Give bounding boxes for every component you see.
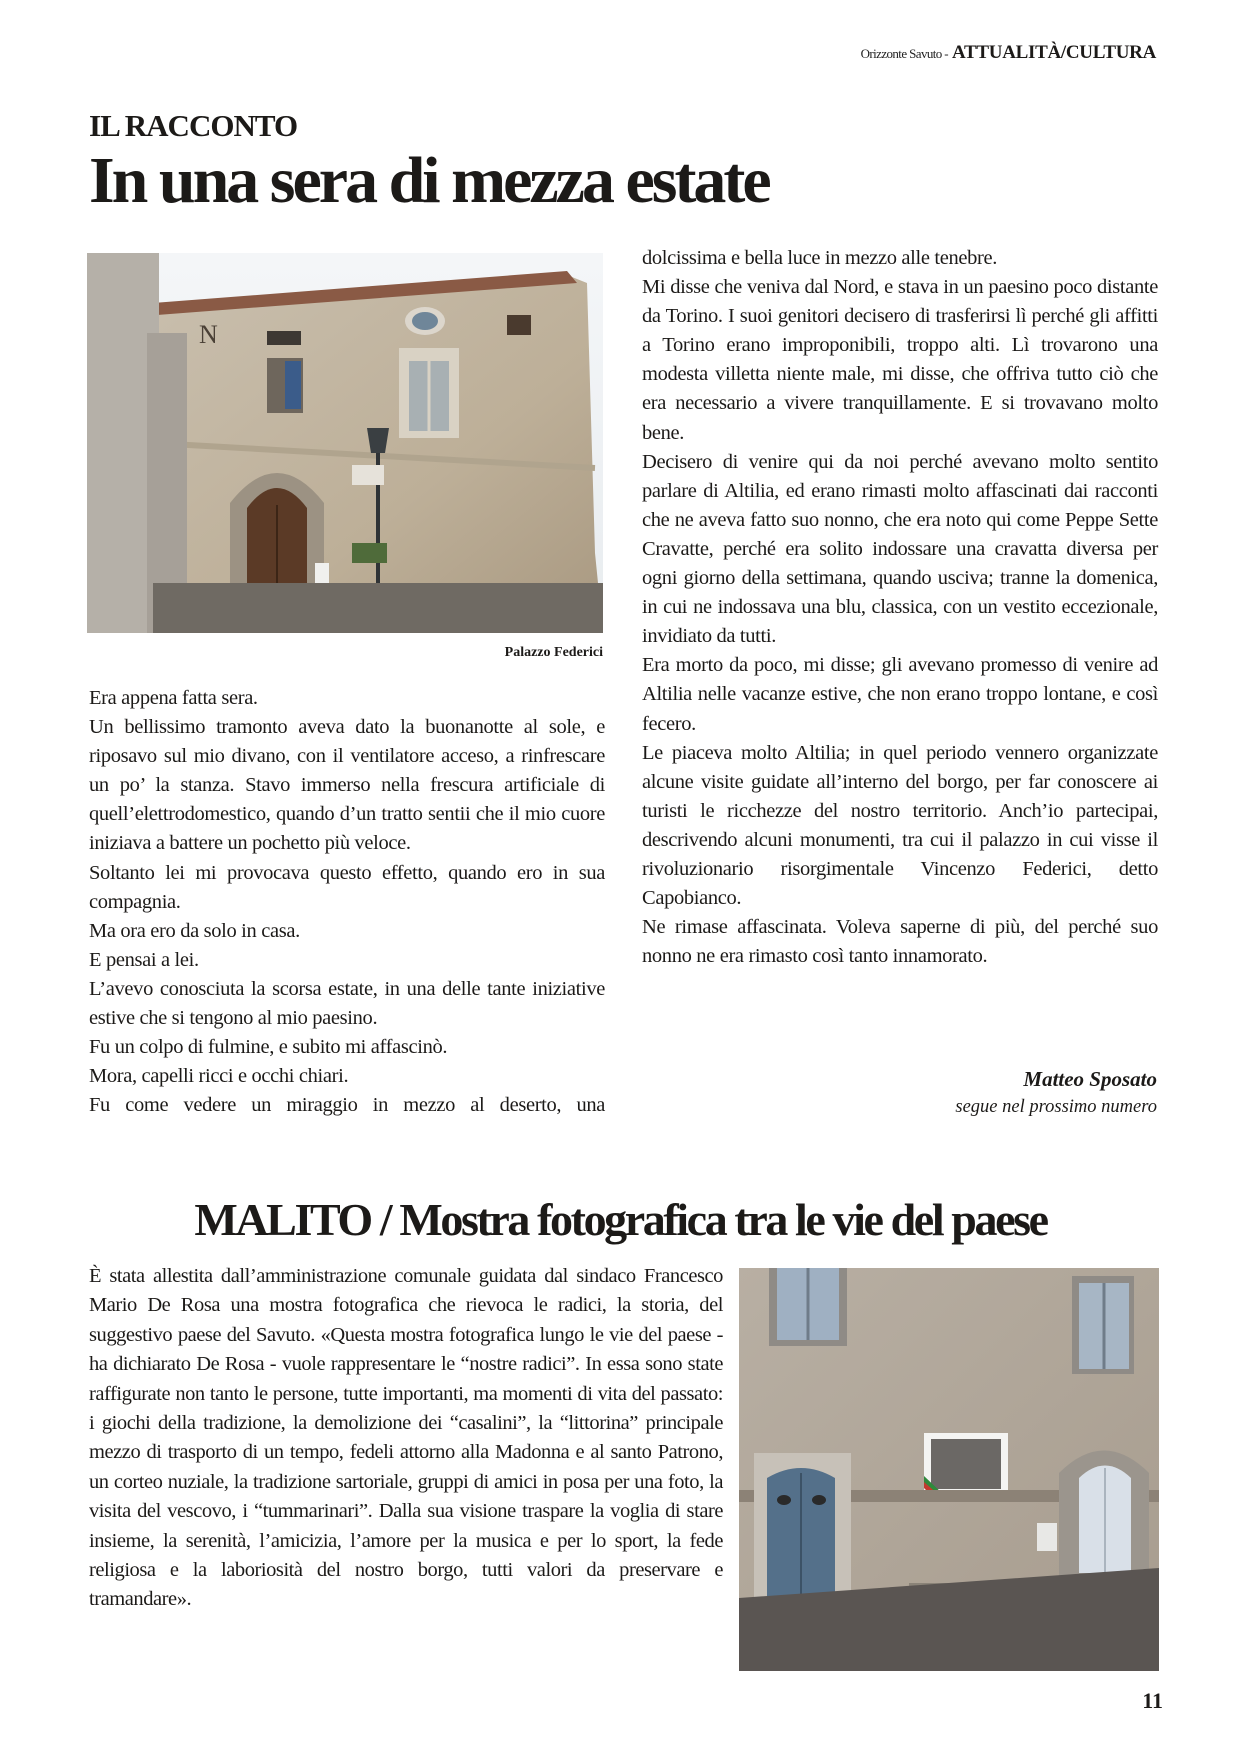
paragraph: Era morto da poco, mi disse; gli avevano promesso di venire ad Altilia nelle vacanze estive, che non erano troppo lontane, e così fecero. — [642, 654, 1158, 735]
paragraph: Un bellissimo tramonto aveva dato la buonanotte al sole, e riposavo sul mio divano, con il ventilatore acceso, a rinfrescare un po’ la stanza. Stavo immerso nella frescura artificiale di quell’elettrodomestico, quando d’un tratto sentii che il mio cuore iniziava a battere un pochetto più veloce. — [89, 716, 605, 855]
article2-body — [89, 1262, 723, 1615]
paragraph: Fu come vedere un miraggio in mezzo al deserto, una — [89, 1094, 605, 1117]
article-kicker: IL RACCONTO — [89, 108, 298, 143]
paragraph: Ma ora ero da solo in casa. — [89, 919, 300, 942]
svg-text:N: N — [199, 320, 218, 349]
paragraph: Soltanto lei mi provocava questo effetto, quando ero in sua compagnia. — [89, 861, 605, 913]
author-name: Matteo Sposato — [1023, 1067, 1157, 1091]
paragraph: Ne rimase affascinata. Voleva saperne di più, del perché suo nonno ne era rimasto così tanto innamorato. — [642, 916, 1158, 968]
article2-title: MALITO / Mostra fotografica tra le vie del paese — [194, 1194, 1047, 1245]
article-column-2 — [642, 244, 1158, 971]
paragraph: Fu un colpo di fulmine, e subito mi affascinò. — [89, 1036, 448, 1059]
section-name: ATTUALITÀ/CULTURA — [952, 42, 1156, 63]
paragraph: È stata allestita dall’amministrazione comunale guidata dal sindaco Francesco Mario De Rosa una mostra fotografica che rievoca le radici, la storia, del suggestivo paese del Savuto. «Questa mostra fotografica lungo le vie del paese - ha dichiarato De Rosa - vuole rappresentare le “nostre radici”. In essa sono state raffigurate non tanto le persone, tutte importanti, ma momenti di vita del passato: i giochi della tradizione, la demolizione dei “casalini”, la “littorina” principale mezzo di trasporto di un tempo, fedeli attorno alla Madonna e al santo Patrono, un corteo nuziale, la tradizione sartoriale, gruppi di amici in posa per una foto, la visita del vescovo, i “tummarinari”. Dalla sua visione traspare la voglia di stare insieme, la serenità, l’amicizia, l’amore per la musica e per lo sport, la fede religiosa e la laboriosità del nostro borgo, tutti valori da preservare e tramandare». — [89, 1265, 723, 1611]
paragraph: Le piaceva molto Altilia; in quel periodo vennero organizzate alcune visite guidate all’interno del borgo, per far conoscere ai turisti le ricchezze del nostro territorio. Anch’io partecipai, descrivendo alcuni monumenti, tra cui il palazzo in cui visse il rivoluzionario risorgimentale Vincenzo Federici, detto Capobianco. — [642, 741, 1158, 910]
continuation-note: segue nel prossimo numero — [955, 1097, 1157, 1117]
palazzo-federici-photo — [87, 253, 603, 633]
publication-name: Orizzonte Savuto - — [860, 46, 949, 61]
running-head — [861, 42, 1156, 64]
street-exhibition-photo — [739, 1268, 1159, 1671]
page-number: 11 — [1142, 1688, 1163, 1713]
paragraph: E pensai a lei. — [89, 948, 199, 971]
paragraph: Decisero di venire qui da noi perché avevano molto sentito parlare di Altilia, ed erano rimasti molto affascinati dai racconti che ne aveva fatto suo nonno, che era noto qui come Peppe Sette Cravatte, perché era solito indossare una cravatta diversa per ogni giorno della settimana, quando usciva; tranne la domenica, in cui ne indossava una blu, classica, con un vestito eccezionale, invidiato da tutti. — [642, 450, 1158, 648]
byline — [955, 1064, 1157, 1120]
paragraph: Era appena fatta sera. — [89, 687, 258, 709]
paragraph: L’avevo conosciuta la scorsa estate, in una delle tante iniziative estive che si tengono al mio paesino. — [89, 977, 605, 1030]
photo-caption: Palazzo Federici — [504, 645, 603, 660]
paragraph: Mora, capelli ricci e occhi chiari. — [89, 1065, 349, 1088]
paragraph: dolcissima e bella luce in mezzo alle tenebre. — [642, 247, 998, 269]
article-column-1 — [89, 684, 605, 1120]
paragraph: Mi disse che veniva dal Nord, e stava in un paesino poco distante da Torino. I suoi genitori decisero di trasferirsi lì perché gli affitti a Torino erano improponibili, troppo alti. Lì trovarono una modesta villetta niente male, mi disse, che offriva tutto ciò che era necessario a vivere tranquillamente. E si trovavano molto bene. — [642, 276, 1158, 444]
article-title: In una sera di mezza estate — [89, 144, 769, 217]
